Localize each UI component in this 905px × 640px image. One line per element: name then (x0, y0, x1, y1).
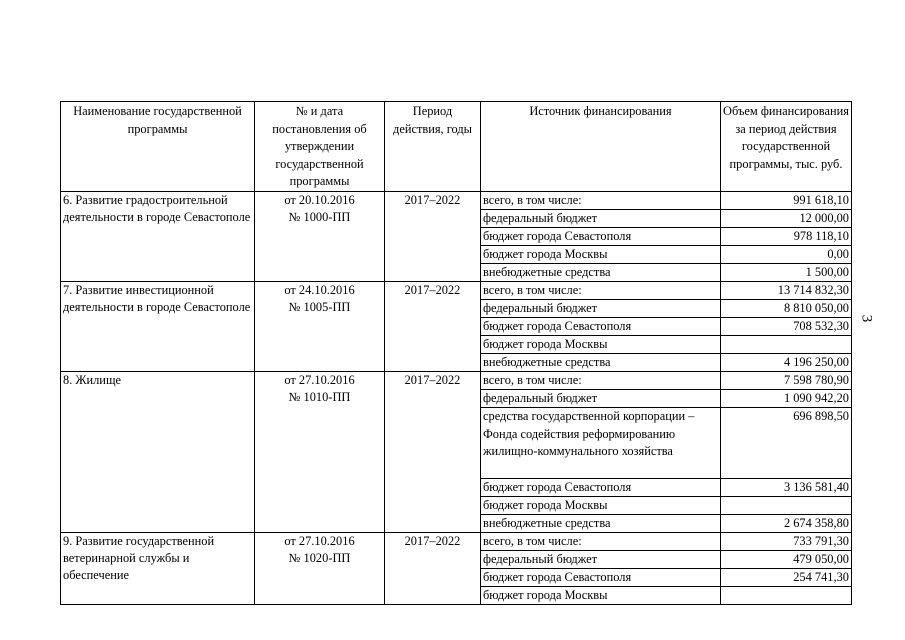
table-row (61, 282, 852, 300)
funding-amount: 1 500,00 (721, 264, 852, 282)
header-decree: № и дата постановления об утверждении государственной программы (255, 102, 385, 192)
program-name: 7. Развитие инвестиционной деятельности в городе Севастополе (61, 282, 255, 372)
decree-date: от 27.10.2016 (284, 534, 355, 548)
funding-amount: 13 714 832,30 (721, 282, 852, 300)
funding-source: внебюджетные средства (481, 354, 721, 372)
funding-source: федеральный бюджет (481, 390, 721, 408)
funding-source: бюджет города Севастополя (481, 569, 721, 587)
decree-cell (255, 192, 385, 282)
table-row (61, 533, 852, 551)
period: 2017–2022 (385, 282, 481, 372)
funding-source: внебюджетные средства (481, 515, 721, 533)
funding-source: бюджет города Москвы (481, 336, 721, 354)
funding-source: бюджет города Москвы (481, 497, 721, 515)
funding-source: федеральный бюджет (481, 551, 721, 569)
header-amount: Объем финансирования за период действия государственной программы, тыс. руб. (721, 102, 852, 192)
funding-source: всего, в том числе: (481, 533, 721, 551)
funding-amount: 8 810 050,00 (721, 300, 852, 318)
decree-cell (255, 533, 385, 605)
funding-source: средства государственной корпорации – Фонда содействия реформированию жилищно-коммунального хозяйства (481, 408, 721, 479)
funding-amount: 254 741,30 (721, 569, 852, 587)
funding-source: бюджет города Севастополя (481, 318, 721, 336)
decree-date: от 20.10.2016 (284, 193, 355, 207)
decree-date: от 27.10.2016 (284, 373, 355, 387)
funding-amount: 12 000,00 (721, 210, 852, 228)
funding-amount: 2 674 358,80 (721, 515, 852, 533)
table-row (61, 372, 852, 390)
funding-source: внебюджетные средства (481, 264, 721, 282)
header-program: Наименование государственной программы (61, 102, 255, 192)
funding-source: всего, в том числе: (481, 282, 721, 300)
period: 2017–2022 (385, 192, 481, 282)
decree-number: № 1000-ПП (288, 210, 351, 224)
header-row (61, 102, 852, 192)
decree-number: № 1020-ПП (288, 551, 351, 565)
funding-source: бюджет города Севастополя (481, 228, 721, 246)
funding-amount (721, 497, 852, 515)
funding-source: бюджет города Москвы (481, 246, 721, 264)
funding-source: бюджет города Москвы (481, 587, 721, 605)
program-name: 8. Жилище (61, 372, 255, 533)
period: 2017–2022 (385, 533, 481, 605)
funding-amount (721, 587, 852, 605)
funding-amount: 733 791,30 (721, 533, 852, 551)
funding-amount: 479 050,00 (721, 551, 852, 569)
funding-amount: 3 136 581,40 (721, 479, 852, 497)
program-name: 9. Развитие государственной ветеринарной службы и обеспечение (61, 533, 255, 605)
decree-number: № 1010-ПП (288, 390, 351, 404)
program-name: 6. Развитие градостроительной деятельности в городе Севастополе (61, 192, 255, 282)
period: 2017–2022 (385, 372, 481, 533)
funding-amount: 696 898,50 (721, 408, 852, 479)
funding-source: федеральный бюджет (481, 300, 721, 318)
funding-amount (721, 336, 852, 354)
decree-cell (255, 282, 385, 372)
funding-amount: 1 090 942,20 (721, 390, 852, 408)
funding-source: всего, в том числе: (481, 372, 721, 390)
financing-table (60, 101, 852, 605)
decree-number: № 1005-ПП (288, 300, 351, 314)
funding-amount: 991 618,10 (721, 192, 852, 210)
decree-cell (255, 372, 385, 533)
funding-amount: 0,00 (721, 246, 852, 264)
funding-amount: 708 532,30 (721, 318, 852, 336)
header-source: Источник финансирования (481, 102, 721, 192)
decree-date: от 24.10.2016 (284, 283, 355, 297)
funding-amount: 978 118,10 (721, 228, 852, 246)
funding-amount: 4 196 250,00 (721, 354, 852, 372)
header-period: Период действия, годы (385, 102, 481, 192)
page-number: 3 (858, 314, 875, 323)
funding-source: всего, в том числе: (481, 192, 721, 210)
funding-source: бюджет города Севастополя (481, 479, 721, 497)
table-row (61, 192, 852, 210)
funding-source: федеральный бюджет (481, 210, 721, 228)
funding-amount: 7 598 780,90 (721, 372, 852, 390)
